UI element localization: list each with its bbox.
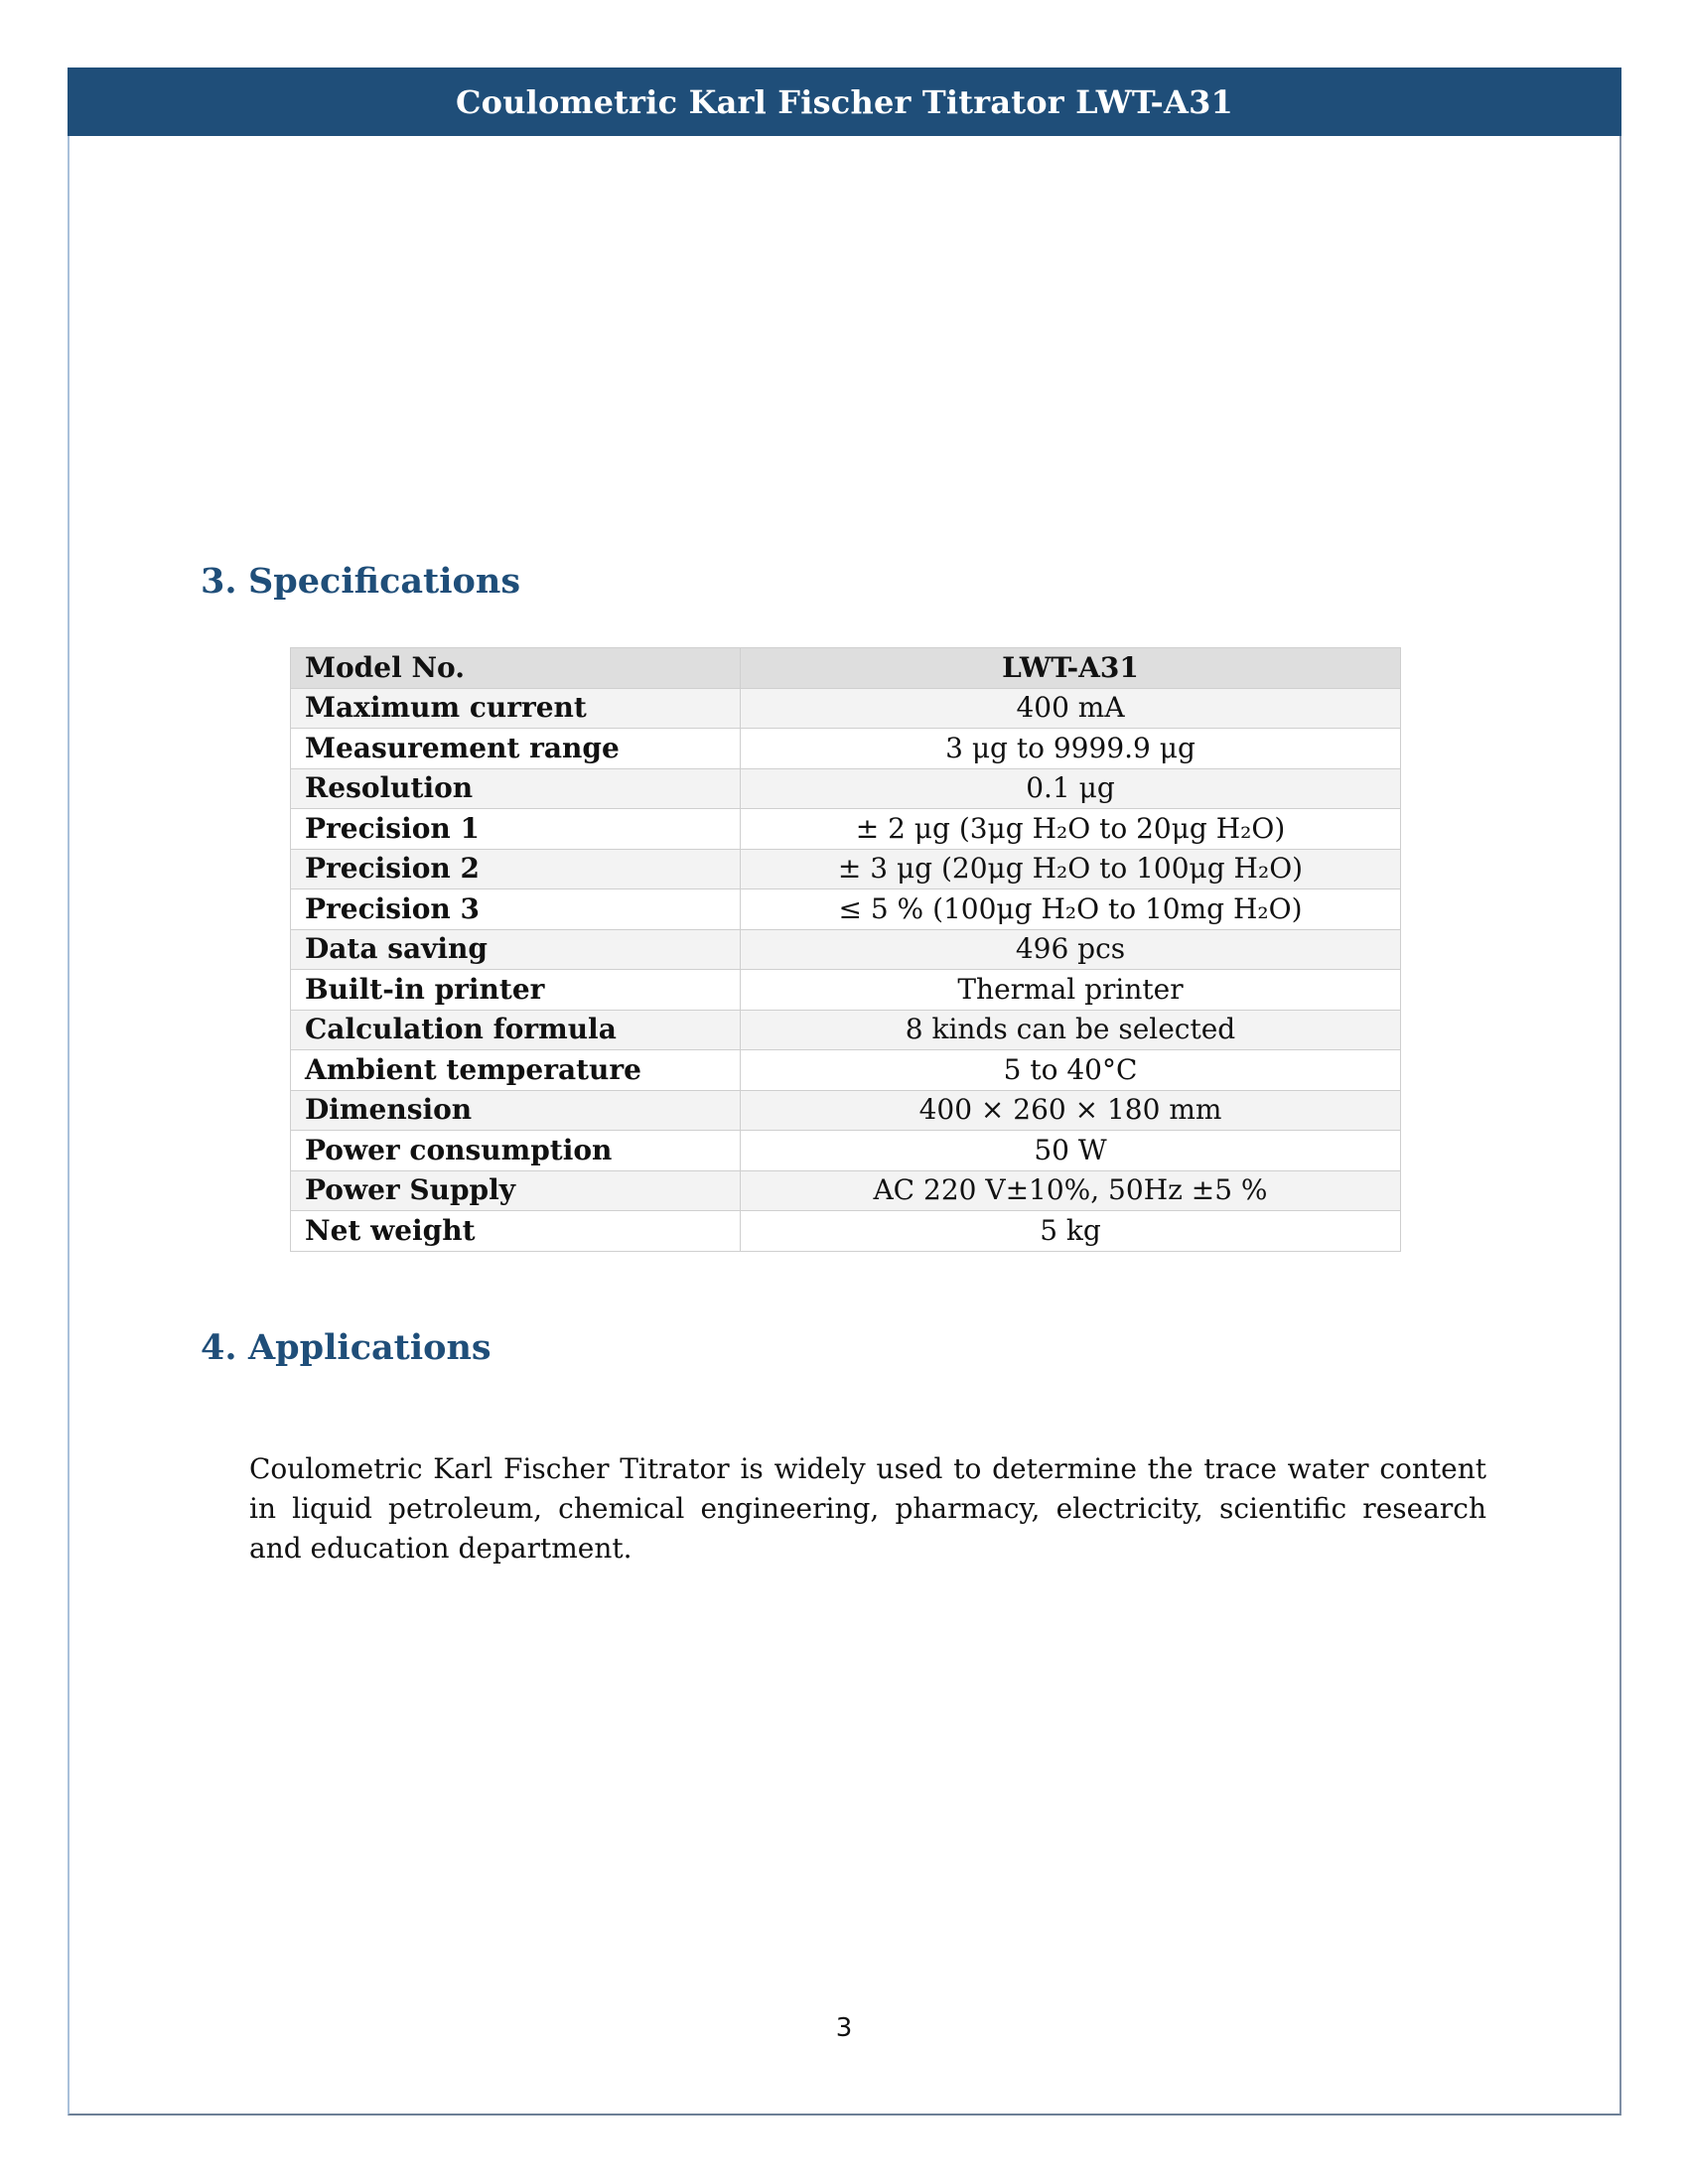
spec-label: Resolution [291,768,741,809]
spec-label: Net weight [291,1211,741,1252]
table-row [291,970,1401,1011]
table-header-value: LWT-A31 [741,648,1401,689]
table-row [291,1170,1401,1211]
section-title: Applications [248,1327,492,1368]
spec-value: 5 to 40°C [741,1050,1401,1091]
table-header-row [291,648,1401,689]
table-row [291,1050,1401,1091]
table-row [291,929,1401,970]
spec-value: 496 pcs [741,929,1401,970]
spec-label: Dimension [291,1090,741,1131]
section-title: Specifications [248,561,521,602]
section-heading-applications [201,1327,492,1368]
spec-label: Measurement range [291,729,741,769]
document-header [68,68,1621,136]
spec-value: ± 3 μg (20μg H₂O to 100μg H₂O) [741,849,1401,889]
spec-label: Maximum current [291,688,741,729]
table-row [291,849,1401,889]
section-number: 3. [201,561,237,602]
page-number: 3 [835,2013,853,2043]
table-row [291,1211,1401,1252]
applications-paragraph: Coulometric Karl Fischer Titrator is widely used to determine the trace water content in liquid petroleum, chemical engineering, pharmacy, electricity, scientific research and education department. [249,1452,1486,1565]
spec-label: Data saving [291,929,741,970]
spec-value: 0.1 μg [741,768,1401,809]
table-row [291,768,1401,809]
spec-value: 8 kinds can be selected [741,1010,1401,1050]
spec-value: 400 mA [741,688,1401,729]
document-title: Coulometric Karl Fischer Titrator LWT-A31 [455,82,1233,121]
table-row [291,729,1401,769]
table-row [291,1090,1401,1131]
spec-value: 400 × 260 × 180 mm [741,1090,1401,1131]
spec-label: Ambient temperature [291,1050,741,1091]
table-row [291,1131,1401,1171]
table-row [291,889,1401,930]
spec-value: 5 kg [741,1211,1401,1252]
table-row [291,1010,1401,1050]
table-row [291,688,1401,729]
spec-value: ± 2 μg (3μg H₂O to 20μg H₂O) [741,809,1401,850]
spec-value: 3 μg to 9999.9 μg [741,729,1401,769]
spec-value: AC 220 V±10%, 50Hz ±5 % [741,1170,1401,1211]
specifications-table [290,647,1401,1252]
spec-label: Calculation formula [291,1010,741,1050]
spec-value: 50 W [741,1131,1401,1171]
spec-value: Thermal printer [741,970,1401,1011]
spec-label: Built-in printer [291,970,741,1011]
spec-label: Precision 1 [291,809,741,850]
spec-value: ≤ 5 % (100μg H₂O to 10mg H₂O) [741,889,1401,930]
section-number: 4. [201,1327,237,1368]
table-header-label: Model No. [291,648,741,689]
table-row [291,809,1401,850]
spec-label: Power consumption [291,1131,741,1171]
spec-label: Power Supply [291,1170,741,1211]
section-heading-specifications [201,561,520,602]
spec-label: Precision 2 [291,849,741,889]
spec-label: Precision 3 [291,889,741,930]
